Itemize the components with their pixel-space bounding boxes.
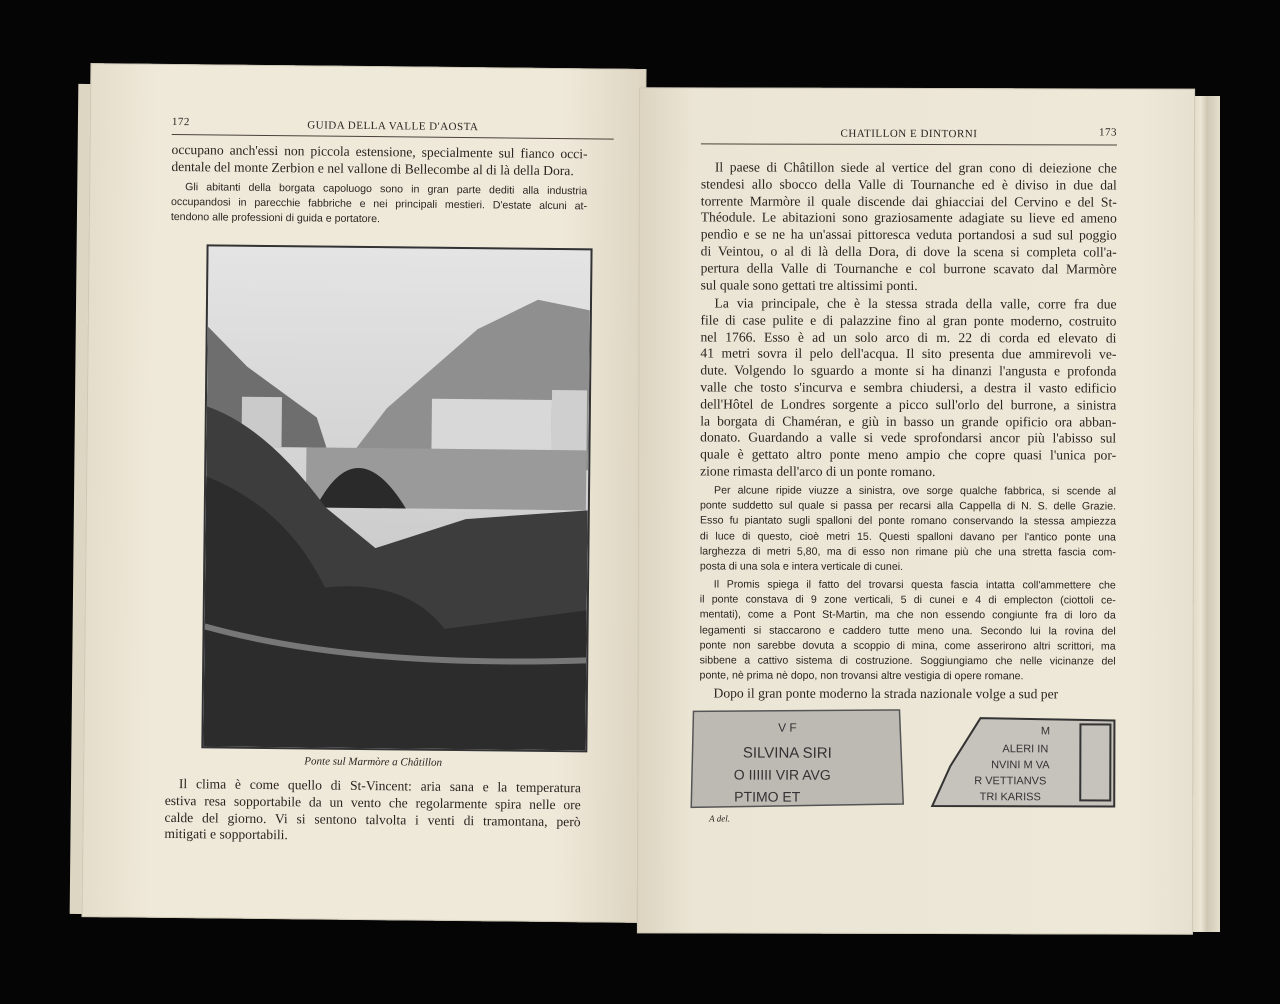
paragraph <box>164 776 581 848</box>
text-line: occupano anch'essi non piccola estensione, specialmente sul fianco occi- <box>171 141 588 162</box>
text-line: posta di una sola e intera verticale di cunei. <box>699 560 904 573</box>
paragraph <box>699 685 1115 703</box>
bridge-photo <box>201 244 592 752</box>
text-line: Théodule. Le abitazioni sono graziosamente adagiate su lieve ed ameno <box>700 209 1117 226</box>
inscription-line: V F <box>778 720 797 735</box>
small-paragraph <box>171 180 587 230</box>
text-line: 41 metri sovra il pelo dell'acqua. Il sito presenta due ammirevoli ve- <box>700 345 1117 362</box>
text-line: torrente Marmòre il quale discende dai ghiacciai del Cervino e del St- <box>700 193 1117 210</box>
text-line: Il Promis spiega il fatto del trovarsi questa fascia intatta coll'ammettere che <box>713 578 1116 592</box>
right-page <box>637 87 1195 934</box>
paragraph <box>700 295 1116 481</box>
inscription-line: O IIIIII VIR AVG <box>733 766 831 783</box>
page-number: 173 <box>1098 126 1118 139</box>
running-title: GUIDA DELLA VALLE D'AOSTA <box>307 119 479 134</box>
roman-inscription-1 <box>687 707 905 812</box>
text-line: Dopo il gran ponte moderno la strada nazionale volge a sud per <box>713 685 1059 702</box>
text-line: pertura della Valle di Tournanche e col burrone scavato dal Marmòre <box>700 260 1117 277</box>
running-title: CHATILLON E DINTORNI <box>840 127 978 141</box>
text-line: dute. Volgendo lo sguardo a monte si ha dinanzi l'angusta e profonda <box>700 362 1117 379</box>
text-line: La via principale, che è la stessa strada della valle, corre fra due <box>714 295 1117 312</box>
text-line: di Veintou, o al di là della Dora, di dove la scena si completa coll'a- <box>700 243 1117 260</box>
text-line: zione rimasta dell'arco di un ponte romano. <box>700 463 936 480</box>
text-line: Il clima è come quello di St-Vincent: aria sana e la temperatura <box>178 776 582 796</box>
text-line: tendono alle professioni di guida e portatore. <box>170 211 381 226</box>
small-paragraph <box>700 577 1116 685</box>
text-line: occupandosi in parecchie fabbriche e nei principali mestieri. D'estate alcuni at- <box>170 196 588 213</box>
text-line: mitigati e sopportabili. <box>164 826 288 843</box>
text-line: ponte non sarebbe dovuta a scoppio di mina, come asserirono altri scrittori, ma <box>699 639 1116 653</box>
text-line: valle che tosto s'incurva e sembra chiudersi, a destra il vasto edificio <box>700 379 1117 396</box>
text-line: larghezza di metri 5,80, ma di esso non rimane più che una stretta fascia com- <box>699 545 1116 559</box>
text-line: dell'Hôtel de Londres sorgente a picco sull'orlo del burrone, a sinistra <box>700 396 1117 413</box>
paragraph <box>701 159 1117 294</box>
text-line: stendesi allo sbocco della Valle di Tournanche ed è diviso in due dal <box>700 176 1117 193</box>
inscription-line: PTIMO ET <box>734 788 801 805</box>
inscription-line: SILVINA SIRI <box>742 744 832 762</box>
text-line: ponte, nè prima nè dopo, non trovansi altre vestigia di opere romane. <box>699 669 1024 683</box>
inscription-line: R VETTIANVS <box>974 775 1047 788</box>
text-line: estiva resa sopportabile da un vento che regolarmente spira nelle ore <box>164 792 581 813</box>
small-paragraph <box>700 483 1116 575</box>
text-line: Il paese di Châtillon siede al vertice del gran cono di deiezione che <box>714 159 1117 176</box>
text-line: pendìo e se ne ha un'assai pittoresca veduta portandosi a sud sul poggio <box>700 226 1117 243</box>
text-line: sibbene a cattivo sistema di costruzione. Soggiungiamo che nelle vicinanze del <box>699 654 1116 668</box>
artist-signature: A del. <box>709 813 731 824</box>
text-line: ponte suddetto sul quale si passa per recarsi alla Cappella di N. S. delle Grazie. <box>699 499 1117 513</box>
left-running-header <box>172 114 614 140</box>
text-line: quale è gettato altro ponte meno ampio che copre quasi l'unica por- <box>700 446 1117 463</box>
left-page <box>82 63 647 923</box>
photo-caption: Ponte sul Marmòre a Châtillon <box>304 755 443 769</box>
text-line: dentale del monte Zerbion e nel vallone di Bellecombe al di là della Dora. <box>171 158 574 178</box>
inscription-line: TRI KARISS <box>979 791 1041 804</box>
inscription-line: NVINI M VA <box>991 759 1050 772</box>
text-line: il ponte constava di 9 zone verticali, 5 di cunei e 4 di emplecton (ciottoli ce- <box>699 593 1116 607</box>
text-line: Per alcune ripide viuzze a sinistra, ove sorge qualche fabbrica, si scende al <box>714 484 1117 498</box>
text-line: Gli abitanti della borgata capoluogo sono in gran parte dediti alla industria <box>185 181 588 198</box>
text-line: la borgata di Chaméran, e giù in basso un grande opificio ora abban- <box>700 413 1117 430</box>
text-line: calde del giorno. Vi si sentono talvolta i venti di tramontana, però <box>164 809 581 829</box>
text-line: mentati), come a Pont St-Martin, ma che non essendo congiunte fra di loro da <box>699 608 1116 622</box>
inscription-line: M <box>1040 725 1051 738</box>
paragraph <box>171 142 587 180</box>
page-number: 172 <box>171 115 190 129</box>
text-line: di luce di questo, cioè metri 15. Questi spalloni davano per l'antico ponte una <box>699 530 1116 544</box>
roman-inscription-2 <box>930 716 1116 808</box>
text-line: legamenti si staccarono e caddero tutte meno una. Secondo lui la rovina del <box>699 624 1116 638</box>
inscription-line: ALERI IN <box>1002 743 1049 756</box>
text-line: Esso fu piantato sugli spalloni del ponte romano conservando la stessa ampiezza <box>699 514 1116 528</box>
text-line: sul quale sono gettati tre altissimi ponti. <box>700 277 918 293</box>
text-line: file di case pulite e di palazzine fino al gran ponte moderno, costruito <box>700 312 1117 329</box>
text-line: donato. Guardando a valle si vede sprofondarsi ancor più l'abisso sul <box>700 429 1117 446</box>
right-running-header <box>701 123 1117 145</box>
text-line: nel 1766. Esso è ad un solo arco di m. 22 di corda ed elevato di <box>700 329 1117 346</box>
